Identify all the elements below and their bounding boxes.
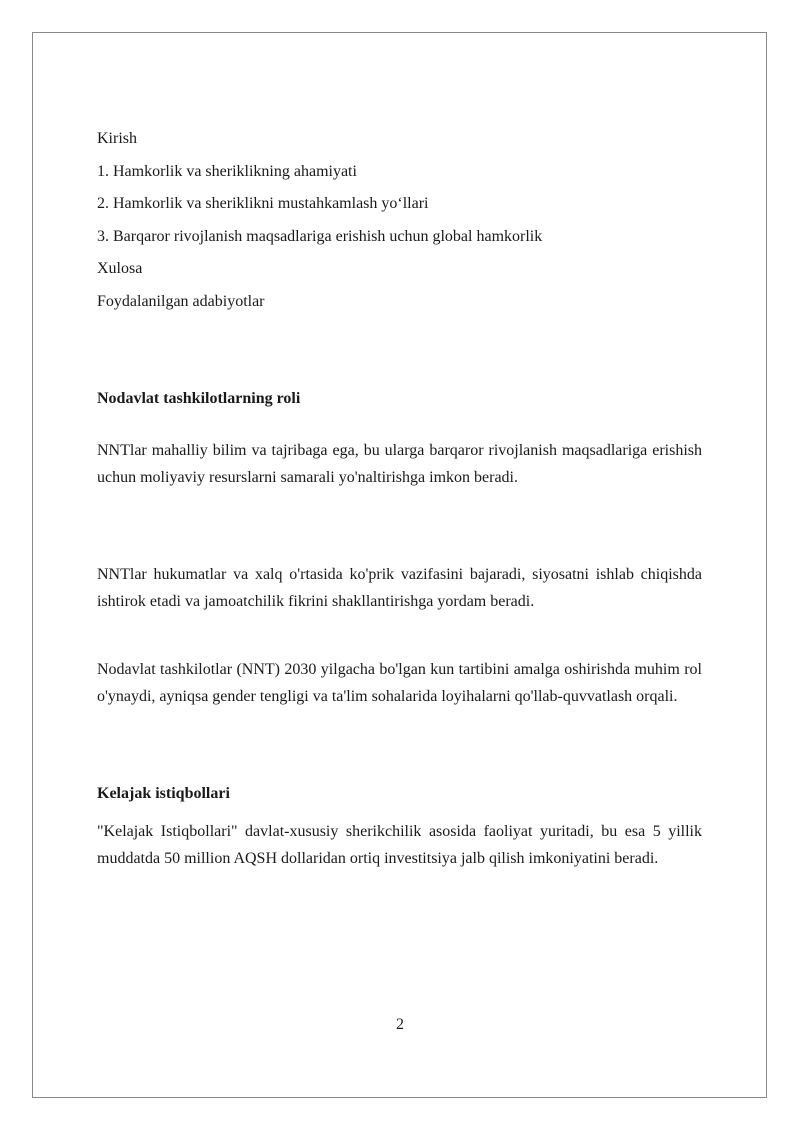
future-paragraph-1: "Kelajak Istiqbollari" davlat-xususiy sherikchilik asosida faoliyat yuritadi, bu esa 5 yillik muddatda 50 million AQSH dollaridan ortiq investitsiya jalb qilish imkoniyatini beradi. xyxy=(97,823,702,867)
table-of-contents xyxy=(97,129,707,324)
page-number: 2 xyxy=(396,1016,404,1033)
toc-item-references: Foydalanilgan adabiyotlar xyxy=(97,292,265,310)
toc-item-intro: Kirish xyxy=(97,130,137,147)
toc-item-conclusion: Xulosa xyxy=(97,260,143,277)
ngo-section-heading: Nodavlat tashkilotlarning roli xyxy=(97,390,301,407)
toc-item-2: 2. Hamkorlik va sheriklikni mustahkamlash yo‘llari xyxy=(97,195,429,212)
toc-item-3: 3. Barqaror rivojlanish maqsadlariga erishish uchun global hamkorlik xyxy=(97,227,543,245)
ngo-paragraph-3: Nodavlat tashkilotlar (NNT) 2030 yilgacha bo'lgan kun tartibini amalga oshirishda muhim rol o'ynaydi, ayniqsa gender tengligi va ta'lim sohalarida loyihalarni qo'llab-quvvatlash orqali. xyxy=(97,661,702,705)
ngo-paragraph-1: NNTlar mahalliy bilim va tajribaga ega, bu ularga barqaror rivojlanish maqsadlariga erishish uchun moliyaviy resurslarni samarali yo'naltirishga imkon beradi. xyxy=(97,442,702,486)
future-section-heading: Kelajak istiqbollari xyxy=(97,785,230,802)
ngo-paragraph-2: NNTlar hukumatlar va xalq o'rtasida ko'prik vazifasini bajaradi, siyosatni ishlab chiqishda ishtirok etadi va jamoatchilik fikrini shakllantirishga yordam beradi. xyxy=(97,566,702,610)
toc-item-1: 1. Hamkorlik va sheriklikning ahamiyati xyxy=(97,162,357,180)
